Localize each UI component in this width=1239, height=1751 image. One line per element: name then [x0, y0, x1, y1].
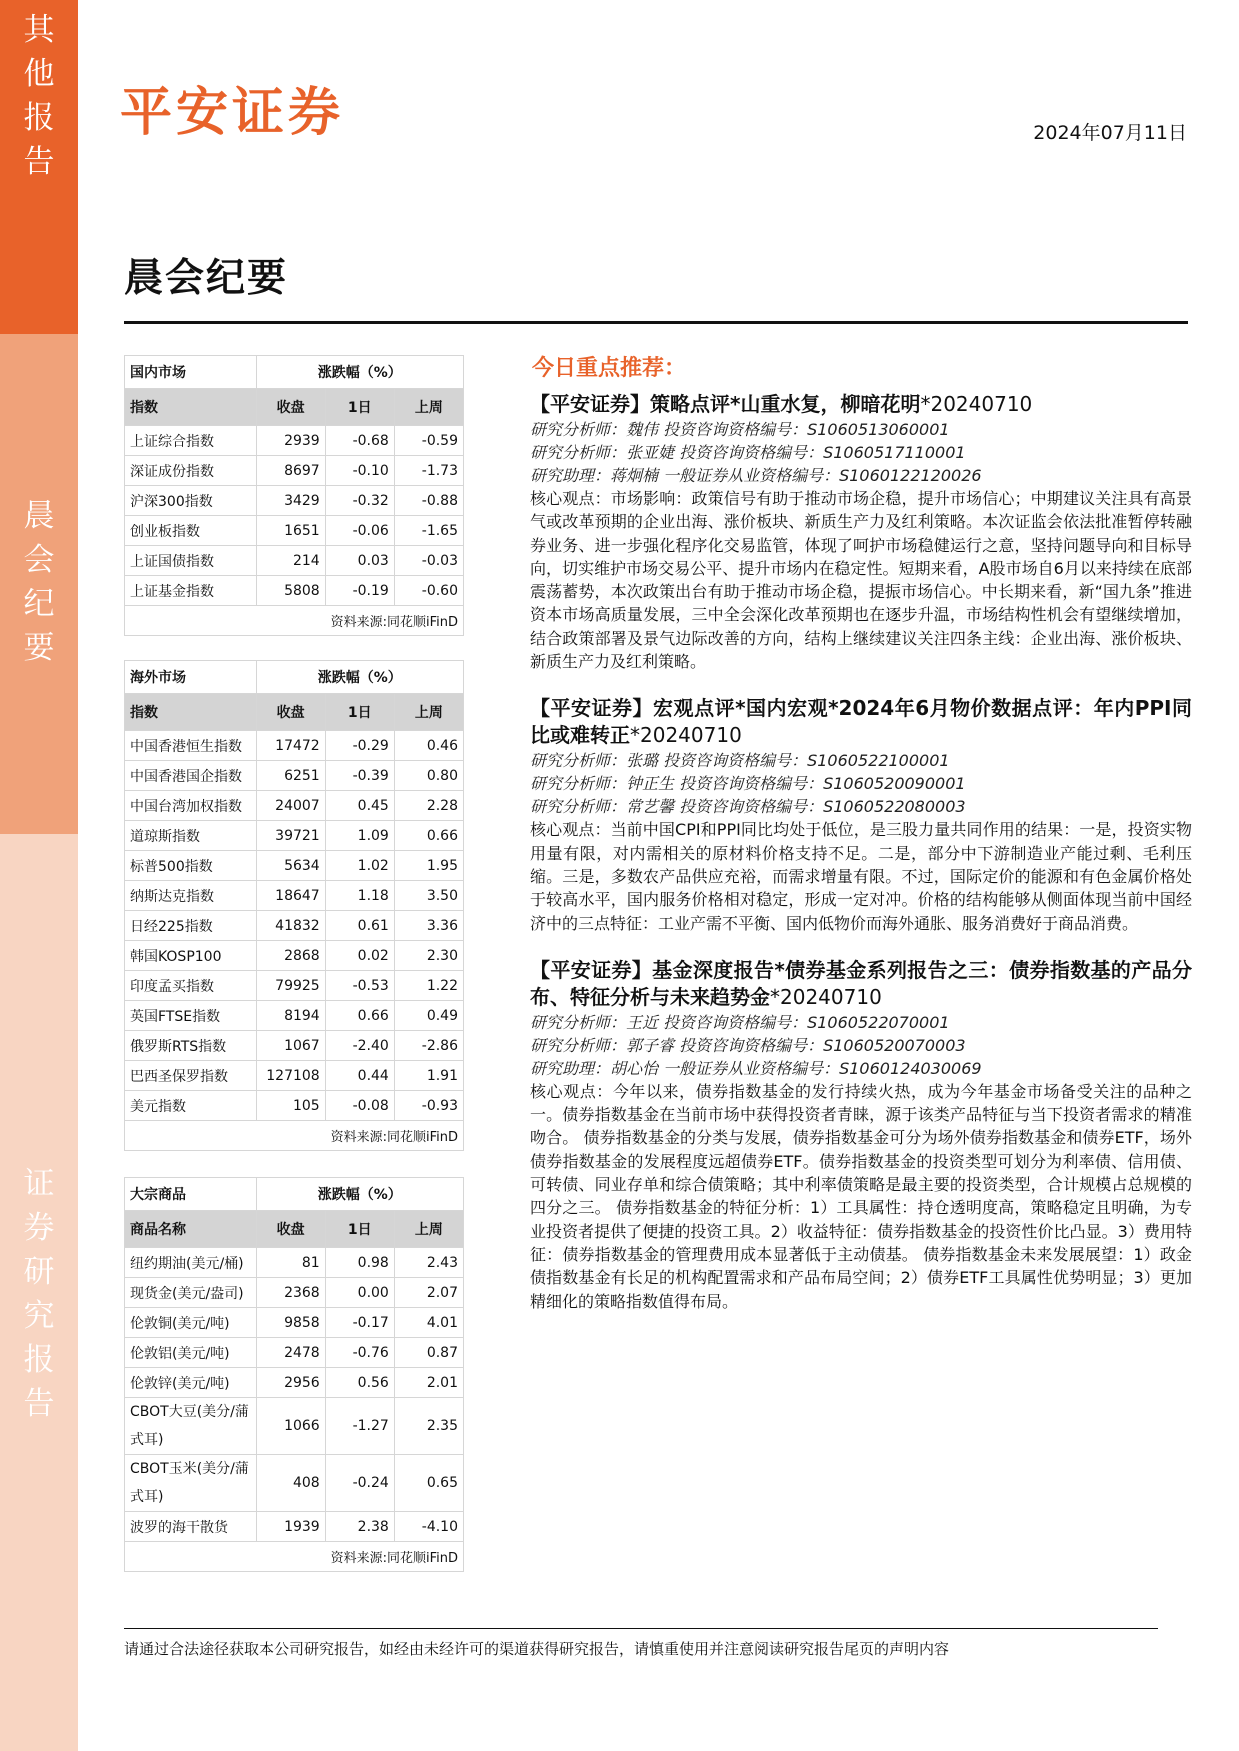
cell-name: 上证基金指数 [125, 576, 257, 606]
cell-1d: -0.24 [325, 1455, 394, 1512]
cell-name: 美元指数 [125, 1091, 257, 1121]
footer-divider [124, 1628, 1158, 1629]
table-section-title: 大宗商品 [125, 1178, 257, 1211]
cell-week: -1.65 [394, 516, 463, 546]
cell-week: -2.86 [394, 1031, 463, 1061]
table-row [125, 941, 464, 971]
change-label: 涨跌幅（%） [256, 356, 463, 389]
cell-name: CBOT大豆(美分/蒲式耳) [125, 1398, 257, 1455]
cell-close: 8194 [256, 1001, 325, 1031]
report-title [530, 695, 1192, 749]
cell-close: 2368 [256, 1278, 325, 1308]
report-summary: 核心观点：当前中国CPI和PPI同比均处于低位，是三股力量共同作用的结果：一是，投资实物用量有限，对内需相关的原材料价格支持不足。二是，部分中下游制造业产能过剩、毛利压缩。三是，多数农产品供应充裕，而需求增量有限。不过，国际定价的能源和有色金属价格处于较高水平，国内服务价格相对稳定，形成一定对冲。价格的结构能够从侧面体现当前中国经济中的三点特征：工业产需不平衡、国内低物价而海外通胀、服务消费好于商品消费。 [530, 820, 1192, 933]
cell-close: 127108 [256, 1061, 325, 1091]
table-row [125, 426, 464, 456]
table-row [125, 881, 464, 911]
sidebar-section-label: 晨会纪要 [23, 498, 55, 666]
cell-name: 韩国KOSP100 [125, 941, 257, 971]
cell-close: 1651 [256, 516, 325, 546]
report-date: 2024年07月11日 [1033, 122, 1187, 144]
cell-week: 2.07 [394, 1278, 463, 1308]
table-header-row [125, 661, 464, 694]
cell-1d: 0.03 [325, 546, 394, 576]
report-item [530, 957, 1192, 1313]
cell-week: 4.01 [394, 1308, 463, 1338]
table-row [125, 456, 464, 486]
report-title [530, 957, 1192, 1011]
commodities-table [124, 1177, 464, 1572]
cell-1d: 0.44 [325, 1061, 394, 1091]
column-header-week: 上周 [394, 694, 463, 731]
report-analyst-line: 研究助理：蒋炯楠 一般证券从业资格编号：S1060122120026 [530, 466, 982, 485]
cell-close: 1939 [256, 1512, 325, 1542]
cell-name: CBOT玉米(美分/蒲式耳) [125, 1455, 257, 1512]
cell-name: 伦敦铜(美元/吨) [125, 1308, 257, 1338]
cell-close: 2939 [256, 426, 325, 456]
column-header-1d: 1日 [325, 389, 394, 426]
column-header-week: 上周 [394, 1211, 463, 1248]
cell-1d: -0.29 [325, 731, 394, 761]
table-source: 资料来源:同花顺iFinD [125, 606, 464, 636]
cell-name: 印度孟买指数 [125, 971, 257, 1001]
table-source: 资料来源:同花顺iFinD [125, 1121, 464, 1151]
report-title [530, 391, 1192, 418]
cell-week: 0.80 [394, 761, 463, 791]
column-header-close: 收盘 [256, 389, 325, 426]
cell-close: 9858 [256, 1308, 325, 1338]
report-analyst-line: 研究分析师：魏伟 投资咨询资格编号：S1060513060001 [530, 420, 950, 439]
table-row [125, 1031, 464, 1061]
cell-close: 81 [256, 1248, 325, 1278]
report-analyst-line: 研究分析师：王近 投资咨询资格编号：S1060522070001 [530, 1012, 950, 1032]
column-header-name: 指数 [125, 694, 257, 731]
cell-close: 8697 [256, 456, 325, 486]
table-row [125, 851, 464, 881]
sidebar-section-research-report [0, 834, 78, 1751]
footer-disclaimer: 请通过合法途径获取本公司研究报告，如经由未经许可的渠道获得研究报告，请慎重使用并注意阅读研究报告尾页的声明内容 [124, 1640, 950, 1658]
table-section-title: 国内市场 [125, 356, 257, 389]
table-column-header-row [125, 389, 464, 426]
cell-1d: 2.38 [325, 1512, 394, 1542]
cell-close: 18647 [256, 881, 325, 911]
report-item [530, 391, 1192, 673]
cell-1d: -0.19 [325, 576, 394, 606]
report-list [530, 391, 1192, 1313]
report-analyst-line: 研究分析师：张亚婕 投资咨询资格编号：S1060517110001 [530, 443, 966, 462]
cell-1d: -0.08 [325, 1091, 394, 1121]
cell-name: 道琼斯指数 [125, 821, 257, 851]
table-row [125, 791, 464, 821]
cell-week: -0.60 [394, 576, 463, 606]
change-label: 涨跌幅（%） [256, 661, 463, 694]
cell-1d: -0.39 [325, 761, 394, 791]
cell-1d: 0.02 [325, 941, 394, 971]
table-row [125, 1398, 464, 1455]
report-summary: 核心观点：市场影响：政策信号有助于推动市场企稳，提升市场信心；中期建议关注具有高景气或改革预期的企业出海、涨价板块、新质生产力及红利策略。本次证监会依法批准暂停转融券业务、进一步强化程序化交易监管，体现了呵护市场稳健运行之意，坚持问题导向和目标导向，切实维护市场交易公平、提升市场内在稳定性。短期来看，A股市场自6月以来持续在底部震荡蓄势，本次政策出台有助于推动市场企稳，提振市场信心。中长期来看，新“国九条”推进资本市场高质量发展，三中全会深化改革预期也在逐步升温，市场结构性机会有望继续增加，结合政策部署及景气边际改善的方向，结构上继续建议关注四条主线：企业出海、涨价板块、新质生产力及红利策略。 [530, 489, 1192, 672]
cell-1d: 0.45 [325, 791, 394, 821]
cell-1d: -0.32 [325, 486, 394, 516]
cell-1d: 1.02 [325, 851, 394, 881]
cell-1d: -2.40 [325, 1031, 394, 1061]
cell-name: 深证成份指数 [125, 456, 257, 486]
column-header-week: 上周 [394, 389, 463, 426]
cell-name: 中国台湾加权指数 [125, 791, 257, 821]
cell-1d: 0.61 [325, 911, 394, 941]
report-title-date: *20240710 [920, 392, 1033, 416]
cell-1d: -0.68 [325, 426, 394, 456]
cell-close: 408 [256, 1455, 325, 1512]
cell-1d: 0.56 [325, 1368, 394, 1398]
cell-name: 俄罗斯RTS指数 [125, 1031, 257, 1061]
cell-close: 3429 [256, 486, 325, 516]
cell-name: 创业板指数 [125, 516, 257, 546]
cell-week: -0.88 [394, 486, 463, 516]
table-source-row [125, 1121, 464, 1151]
table-row [125, 516, 464, 546]
table-row [125, 486, 464, 516]
table-column-header-row [125, 694, 464, 731]
cell-name: 纽约期油(美元/桶) [125, 1248, 257, 1278]
cell-name: 巴西圣保罗指数 [125, 1061, 257, 1091]
cell-name: 日经225指数 [125, 911, 257, 941]
cell-name: 上证综合指数 [125, 426, 257, 456]
cell-name: 伦敦铝(美元/吨) [125, 1338, 257, 1368]
cell-close: 214 [256, 546, 325, 576]
cell-1d: -0.06 [325, 516, 394, 546]
overseas-market-table [124, 660, 464, 1151]
cell-1d: -0.17 [325, 1308, 394, 1338]
report-item [530, 695, 1192, 934]
report-analyst-line: 研究分析师：钟正生 投资咨询资格编号：S1060520090001 [530, 774, 966, 794]
header-divider [124, 321, 1188, 324]
cell-1d: -0.10 [325, 456, 394, 486]
table-source: 资料来源:同花顺iFinD [125, 1542, 464, 1572]
cell-week: 0.46 [394, 731, 463, 761]
sidebar [0, 0, 78, 1751]
table-row [125, 1368, 464, 1398]
cell-1d: 1.09 [325, 821, 394, 851]
cell-name: 标普500指数 [125, 851, 257, 881]
cell-week: 2.43 [394, 1248, 463, 1278]
cell-week: 2.30 [394, 941, 463, 971]
cell-week: 0.49 [394, 1001, 463, 1031]
cell-close: 2868 [256, 941, 325, 971]
cell-close: 24007 [256, 791, 325, 821]
cell-week: 0.87 [394, 1338, 463, 1368]
report-analyst-line: 研究分析师：常艺馨 投资咨询资格编号：S1060522080003 [530, 797, 966, 817]
cell-week: 2.28 [394, 791, 463, 821]
report-title-text: 【平安证券】宏观点评*国内宏观*2024年6月物价数据点评：年内PPI同比或难转正 [530, 696, 1192, 748]
table-row [125, 911, 464, 941]
cell-name: 中国香港国企指数 [125, 761, 257, 791]
table-header-row [125, 356, 464, 389]
cell-close: 17472 [256, 731, 325, 761]
table-row [125, 1061, 464, 1091]
cell-week: 1.22 [394, 971, 463, 1001]
table-row [125, 731, 464, 761]
cell-close: 1067 [256, 1031, 325, 1061]
report-title-date: *20240710 [770, 984, 882, 1009]
cell-name: 现货金(美元/盎司) [125, 1278, 257, 1308]
cell-week: 1.91 [394, 1061, 463, 1091]
cell-week: 3.36 [394, 911, 463, 941]
cell-name: 中国香港恒生指数 [125, 731, 257, 761]
table-source-row [125, 1542, 464, 1572]
cell-close: 105 [256, 1091, 325, 1121]
column-header-1d: 1日 [325, 1211, 394, 1248]
sidebar-section-other-reports [0, 0, 78, 334]
report-title-text: 【平安证券】基金深度报告*债券基金系列报告之三：债券指数基的产品分布、特征分析与未来趋势金 [530, 957, 1192, 1009]
cell-1d: 1.18 [325, 881, 394, 911]
cell-close: 41832 [256, 911, 325, 941]
column-header-name: 指数 [125, 389, 257, 426]
cell-close: 1066 [256, 1398, 325, 1455]
cell-name: 沪深300指数 [125, 486, 257, 516]
table-row [125, 1308, 464, 1338]
company-logo: 平安证券 [120, 83, 345, 143]
sidebar-section-label: 证券研究报告 [23, 1166, 55, 1422]
table-row [125, 971, 464, 1001]
cell-close: 5808 [256, 576, 325, 606]
table-row [125, 1338, 464, 1368]
cell-week: -1.73 [394, 456, 463, 486]
cell-week: 2.35 [394, 1398, 463, 1455]
change-label: 涨跌幅（%） [256, 1178, 463, 1211]
table-row [125, 761, 464, 791]
cell-week: -0.03 [394, 546, 463, 576]
table-row [125, 1001, 464, 1031]
cell-week: -0.59 [394, 426, 463, 456]
cell-1d: -0.76 [325, 1338, 394, 1368]
table-row [125, 576, 464, 606]
report-title-date: *20240710 [630, 723, 742, 748]
table-row [125, 1455, 464, 1512]
table-column-header-row [125, 1211, 464, 1248]
report-analyst-line: 研究分析师：张璐 投资咨询资格编号：S1060522100001 [530, 751, 950, 771]
cell-week: 3.50 [394, 881, 463, 911]
table-header-row [125, 1178, 464, 1211]
page-title: 晨会纪要 [124, 256, 289, 301]
cell-name: 伦敦锌(美元/吨) [125, 1368, 257, 1398]
sidebar-section-label: 其他报告 [23, 12, 55, 180]
cell-1d: 0.66 [325, 1001, 394, 1031]
table-row [125, 1278, 464, 1308]
table-row [125, 546, 464, 576]
report-summary: 核心观点：今年以来，债券指数基金的发行持续火热，成为今年基金市场备受关注的品种之一。债券指数基金在当前市场中获得投资者青睐，源于该类产品特征与当下投资者需求的精准吻合。 债券指数基金的分类与发展，债券指数基金可分为场外债券指数基金和债券ETF，场外债券指数基金的发展程度远超债券ETF。债券指数基金的投资类型可划分为利率债、信用债、可转债、同业存单和综合债策略；其中利率债策略是最主要的投资类型，合计规模占总规模的四分之三。 债券指数基金的特征分析：1）工具属性：持仓透明度高，策略稳定且明确，为专业投资者提供了便捷的投资工具。2）收益特征：债券指数基金的投资性价比凸显。3）费用特征：债券指数基金的管理费用成本显著低于主动债基。 债券指数基金未来发展展望：1）政金债指数基金有长足的机构配置需求和产品布局空间；2）债券ETF工具属性优势明显；3）更加精细化的策略指数值得布局。 [530, 1081, 1192, 1311]
cell-close: 2478 [256, 1338, 325, 1368]
cell-close: 79925 [256, 971, 325, 1001]
cell-close: 6251 [256, 761, 325, 791]
report-analyst-line: 研究助理：胡心怡 一般证券从业资格编号：S1060124030069 [530, 1058, 982, 1078]
cell-name: 波罗的海干散货 [125, 1512, 257, 1542]
sidebar-section-morning-notes [0, 334, 78, 834]
cell-1d: -0.53 [325, 971, 394, 1001]
cell-week: 1.95 [394, 851, 463, 881]
column-header-1d: 1日 [325, 694, 394, 731]
table-row [125, 1512, 464, 1542]
table-row [125, 821, 464, 851]
recommendations-heading: 今日重点推荐： [532, 356, 687, 381]
cell-name: 纳斯达克指数 [125, 881, 257, 911]
recommendations-section [530, 351, 1192, 1335]
column-header-name: 商品名称 [125, 1211, 257, 1248]
cell-close: 39721 [256, 821, 325, 851]
report-analyst-line: 研究分析师：郭子睿 投资咨询资格编号：S1060520070003 [530, 1035, 966, 1055]
cell-1d: 0.00 [325, 1278, 394, 1308]
table-row [125, 1091, 464, 1121]
cell-1d: 0.98 [325, 1248, 394, 1278]
cell-week: 2.01 [394, 1368, 463, 1398]
cell-close: 2956 [256, 1368, 325, 1398]
table-row [125, 1248, 464, 1278]
cell-week: 0.66 [394, 821, 463, 851]
cell-name: 英国FTSE指数 [125, 1001, 257, 1031]
report-title-text: 【平安证券】策略点评*山重水复，柳暗花明 [530, 392, 921, 416]
table-section-title: 海外市场 [125, 661, 257, 694]
cell-week: 0.65 [394, 1455, 463, 1512]
domestic-market-table [124, 355, 464, 636]
column-header-close: 收盘 [256, 694, 325, 731]
cell-week: -4.10 [394, 1512, 463, 1542]
cell-1d: -1.27 [325, 1398, 394, 1455]
table-source-row [125, 606, 464, 636]
cell-week: -0.93 [394, 1091, 463, 1121]
cell-name: 上证国债指数 [125, 546, 257, 576]
cell-close: 5634 [256, 851, 325, 881]
column-header-close: 收盘 [256, 1211, 325, 1248]
